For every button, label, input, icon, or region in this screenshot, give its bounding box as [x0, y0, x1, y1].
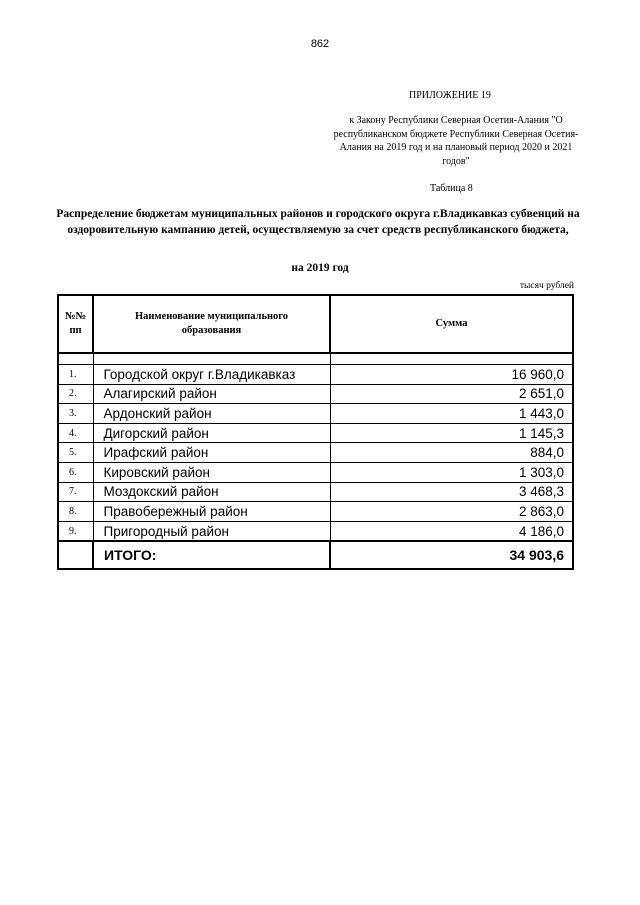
- row-name: Пригородный район: [93, 521, 330, 541]
- row-name: Кировский район: [93, 462, 330, 482]
- row-name: Моздокский район: [93, 482, 330, 502]
- row-number: 1.: [58, 365, 93, 385]
- spacer-cell: [330, 353, 573, 365]
- row-number: 7.: [58, 482, 93, 502]
- row-number: 9.: [58, 521, 93, 541]
- header-number: [58, 295, 93, 353]
- row-sum: 884,0: [330, 443, 573, 463]
- table-header-row: [58, 295, 573, 353]
- table-row: [58, 443, 573, 463]
- total-num-cell: [58, 541, 93, 569]
- spacer-row: [58, 353, 573, 365]
- appendix-subtitle: к Закону Республики Северная Осетия-Алания "О республиканском бюджете Республики Северная Осетия-Алания на 2019 год и на плановый период 2020 и 2021 годов": [333, 115, 579, 167]
- total-sum: 34 903,6: [330, 541, 573, 569]
- row-name: Ардонский район: [93, 404, 330, 424]
- table-row: [58, 521, 573, 541]
- row-number: 8.: [58, 502, 93, 522]
- row-sum: 2 863,0: [330, 502, 573, 522]
- row-name: Алагирский район: [93, 384, 330, 404]
- units-label: тысяч рублей: [519, 281, 574, 291]
- table-row: [58, 482, 573, 502]
- row-number: 2.: [58, 384, 93, 404]
- table-label: Таблица 8: [430, 183, 473, 194]
- row-sum: 2 651,0: [330, 384, 573, 404]
- appendix-title: ПРИЛОЖЕНИЕ 19: [409, 90, 491, 101]
- row-sum: 1 145,3: [330, 423, 573, 443]
- table-row: [58, 502, 573, 522]
- row-sum: 4 186,0: [330, 521, 573, 541]
- header-number-line1: №№: [64, 311, 87, 322]
- total-row: [58, 541, 573, 569]
- row-name: Ирафский район: [93, 443, 330, 463]
- table-row: [58, 404, 573, 424]
- row-sum: 1 303,0: [330, 462, 573, 482]
- spacer-cell: [58, 353, 93, 365]
- row-sum: 16 960,0: [330, 365, 573, 385]
- budget-table: [57, 294, 574, 570]
- header-sum: [330, 295, 573, 353]
- header-sum-text: Сумма: [435, 318, 468, 329]
- header-name: [93, 295, 330, 353]
- header-name-text: Наименование муниципального образования: [134, 311, 289, 336]
- row-name: Правобережный район: [93, 502, 330, 522]
- row-name: Городской округ г.Владикавказ: [93, 365, 330, 385]
- row-sum: 3 468,3: [330, 482, 573, 502]
- header-number-line2: пп: [69, 325, 82, 336]
- table-row: [58, 462, 573, 482]
- table-row: [58, 384, 573, 404]
- row-number: 3.: [58, 404, 93, 424]
- table-body: [58, 353, 573, 541]
- document-title: Распределение бюджетам муниципальных районов и городского округа г.Владикавказ субвенций на оздоровительную кампанию детей, осуществляемую за счет средств республиканского бюджета,: [56, 208, 580, 236]
- table-row: [58, 365, 573, 385]
- row-number: 4.: [58, 423, 93, 443]
- row-number: 6.: [58, 462, 93, 482]
- page-number: 862: [310, 38, 330, 50]
- table-row: [58, 423, 573, 443]
- row-number: 5.: [58, 443, 93, 463]
- document-year: на 2019 год: [291, 262, 349, 274]
- spacer-cell: [93, 353, 330, 365]
- total-label: ИТОГО:: [93, 541, 330, 569]
- row-name: Дигорский район: [93, 423, 330, 443]
- row-sum: 1 443,0: [330, 404, 573, 424]
